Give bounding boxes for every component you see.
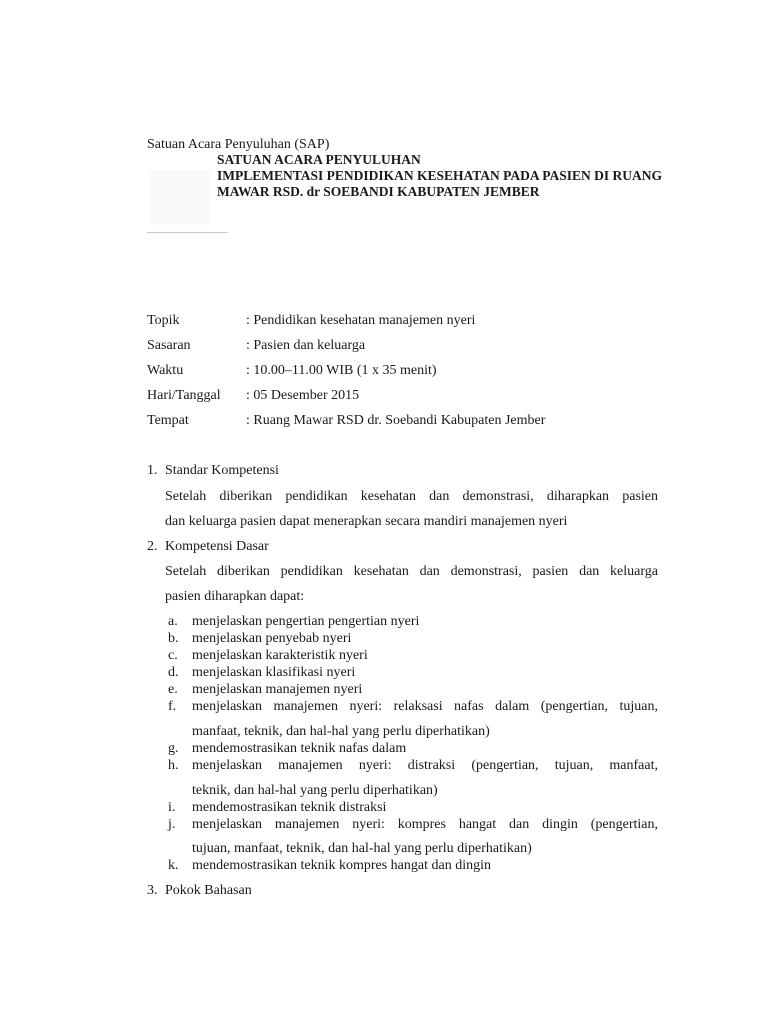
list-item-f-line-1: menjelaskan manajemen nyeri: relaksasi nafas dalam (pengertian, tujuan, (192, 699, 658, 714)
section-1-number: 1. (147, 463, 158, 478)
list-item-h-marker: h. (168, 758, 179, 773)
meta-value-waktu: : 10.00–11.00 WIB (1 x 35 menit) (246, 363, 437, 378)
faint-logo-placeholder (150, 170, 210, 225)
meta-value-topik: : Pendidikan kesehatan manajemen nyeri (246, 313, 476, 328)
list-item-g-marker: g. (168, 741, 179, 756)
section-1-paragraph-line-1: Setelah diberikan pendidikan kesehatan dan demonstrasi, diharapkan pasien (165, 489, 658, 504)
list-item-j-line-2: tujuan, manfaat, teknik, dan hal-hal yang perlu diperhatikan) (192, 841, 532, 856)
section-1-title: Standar Kompetensi (165, 463, 279, 478)
section-3-number: 3. (147, 883, 158, 898)
section-2-paragraph-line-2: pasien diharapkan dapat: (165, 589, 305, 604)
title-line-2: IMPLEMENTASI PENDIDIKAN KESEHATAN PADA PASIEN DI RUANG (217, 168, 663, 183)
list-item-f-line-2: manfaat, teknik, dan hal-hal yang perlu diperhatikan) (192, 724, 490, 739)
list-item-b-marker: b. (168, 631, 179, 646)
list-item-i: mendemostrasikan teknik distraksi (192, 800, 387, 815)
list-item-e-marker: e. (168, 682, 178, 697)
list-item-g: mendemostrasikan teknik nafas dalam (192, 741, 407, 756)
list-item-b: menjelaskan penyebab nyeri (192, 631, 352, 646)
meta-label-tanggal: Hari/Tanggal (147, 388, 221, 403)
section-3-title: Pokok Bahasan (165, 883, 252, 898)
list-item-c: menjelaskan karakteristik nyeri (192, 648, 368, 663)
list-item-f-marker: f. (168, 699, 177, 714)
section-2-paragraph-line-1: Setelah diberikan pendidikan kesehatan dan demonstrasi, pasien dan keluarga (165, 564, 658, 579)
list-item-a-marker: a. (168, 614, 178, 629)
meta-value-tempat: : Ruang Mawar RSD dr. Soebandi Kabupaten Jember (246, 413, 546, 428)
divider-line (147, 232, 228, 233)
document-label: Satuan Acara Penyuluhan (SAP) (147, 137, 330, 152)
meta-value-sasaran: : Pasien dan keluarga (246, 338, 366, 353)
meta-label-sasaran: Sasaran (147, 338, 191, 353)
list-item-k: mendemostrasikan teknik kompres hangat dan dingin (192, 858, 491, 873)
list-item-h-line-2: teknik, dan hal-hal yang perlu diperhatikan) (192, 783, 438, 798)
meta-value-tanggal: : 05 Desember 2015 (246, 388, 360, 403)
section-1-paragraph-line-2: dan keluarga pasien dapat menerapkan secara mandiri manajemen nyeri (165, 514, 568, 529)
list-item-k-marker: k. (168, 858, 179, 873)
section-2-title: Kompetensi Dasar (165, 539, 269, 554)
meta-label-waktu: Waktu (147, 363, 184, 378)
section-2-number: 2. (147, 539, 158, 554)
list-item-e: menjelaskan manajemen nyeri (192, 682, 363, 697)
meta-label-tempat: Tempat (147, 413, 189, 428)
title-line-3: MAWAR RSD. dr SOEBANDI KABUPATEN JEMBER (217, 184, 540, 199)
list-item-j-line-1: menjelaskan manajemen nyeri: kompres hangat dan dingin (pengertian, (192, 817, 658, 832)
list-item-a: menjelaskan pengertian pengertian nyeri (192, 614, 420, 629)
list-item-d: menjelaskan klasifikasi nyeri (192, 665, 356, 680)
list-item-d-marker: d. (168, 665, 179, 680)
list-item-j-marker: j. (168, 817, 176, 832)
title-line-1: SATUAN ACARA PENYULUHAN (217, 152, 421, 167)
list-item-h-line-1: menjelaskan manajemen nyeri: distraksi (pengertian, tujuan, manfaat, (192, 758, 658, 773)
meta-label-topik: Topik (147, 313, 180, 328)
list-item-i-marker: i. (168, 800, 176, 815)
list-item-c-marker: c. (168, 648, 178, 663)
